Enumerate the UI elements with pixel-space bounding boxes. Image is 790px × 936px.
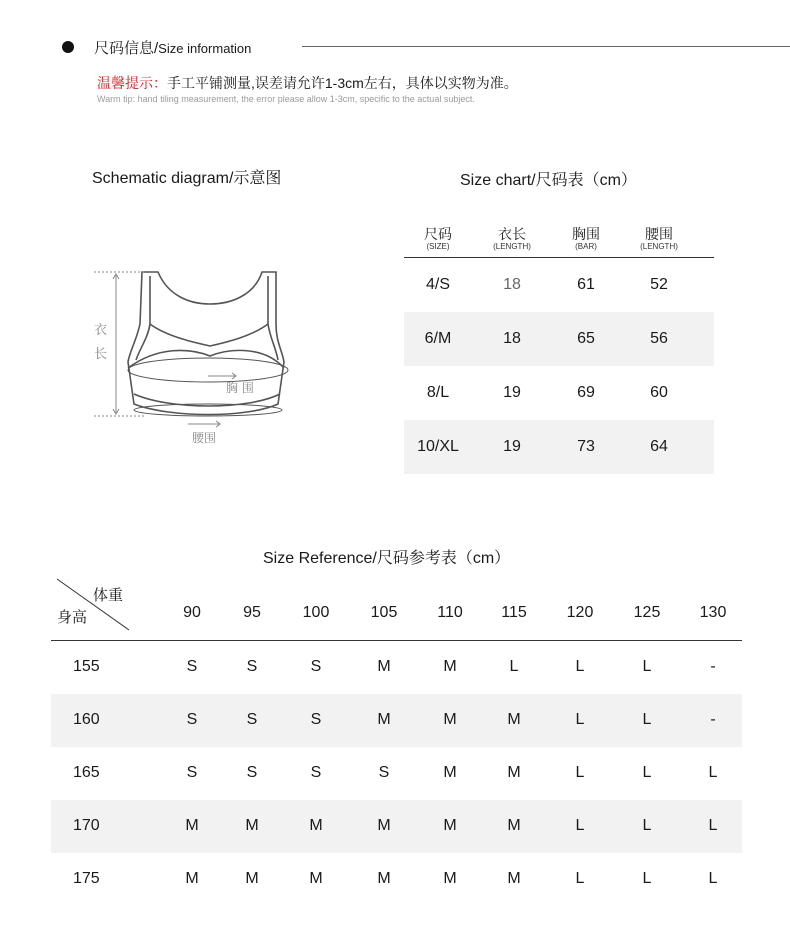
- size-cell: L: [575, 817, 585, 834]
- table-row: [51, 694, 742, 747]
- warm-tip-text: 手工平铺测量,误差请允许1-3cm左右，具体以实物为准。: [167, 75, 518, 91]
- size-reference-body: [51, 641, 742, 906]
- section-title-cn: 尺码信息/: [94, 40, 159, 57]
- weight-header: 125: [633, 604, 661, 621]
- size-cell: L: [642, 817, 652, 834]
- size-cell: M: [377, 711, 391, 728]
- weight-header: 130: [699, 604, 727, 621]
- size-cell: S: [186, 764, 198, 781]
- cell-bust: 65: [577, 330, 595, 347]
- size-cell: L: [642, 870, 652, 887]
- size-chart-title: Size chart/尺码表（cm）: [460, 172, 637, 189]
- size-cell: S: [246, 764, 258, 781]
- weight-header: 105: [370, 604, 398, 621]
- bra-schematic-diagram: [88, 262, 308, 452]
- bra-outline: [128, 272, 288, 416]
- height-cell: 175: [73, 870, 100, 887]
- size-cell: L: [642, 658, 652, 675]
- size-cell: S: [186, 711, 198, 728]
- size-cell: L: [575, 870, 585, 887]
- header-size-en: (SIZE): [426, 242, 450, 251]
- cell-size: 10/XL: [417, 438, 459, 455]
- size-cell: L: [708, 870, 718, 887]
- cell-length: 19: [503, 438, 521, 455]
- size-cell: S: [186, 658, 198, 675]
- size-cell: L: [642, 711, 652, 728]
- size-cell: L: [575, 764, 585, 781]
- size-cell: M: [245, 817, 259, 834]
- size-cell: M: [507, 711, 521, 728]
- size-cell: M: [507, 817, 521, 834]
- size-cell: M: [309, 817, 323, 834]
- header-bust-cn: 胸围: [572, 226, 600, 242]
- table-row: [51, 800, 742, 853]
- weight-header: 100: [302, 604, 330, 621]
- size-cell: M: [377, 817, 391, 834]
- size-cell: S: [378, 764, 390, 781]
- cell-length: 18: [503, 276, 521, 293]
- size-cell: L: [575, 658, 585, 675]
- weight-header: 90: [183, 604, 201, 621]
- size-cell: S: [246, 711, 258, 728]
- size-reference-header: [51, 576, 742, 641]
- size-cell: M: [185, 817, 199, 834]
- size-cell: S: [310, 711, 322, 728]
- size-cell: M: [443, 764, 457, 781]
- size-cell: S: [310, 658, 322, 675]
- size-reference-table: [51, 576, 742, 906]
- table-row: [51, 853, 742, 906]
- warm-tip: [97, 73, 518, 93]
- size-reference-title: Size Reference/尺码参考表（cm）: [263, 550, 511, 567]
- size-cell: L: [708, 817, 718, 834]
- schematic-title: Schematic diagram/示意图: [92, 170, 282, 187]
- cell-size: 6/M: [424, 330, 452, 347]
- size-cell: M: [309, 870, 323, 887]
- size-cell: M: [377, 658, 391, 675]
- header-bust-en: (BAR): [575, 242, 597, 251]
- weight-header: 95: [243, 604, 261, 621]
- size-cell: S: [310, 764, 322, 781]
- warm-tip-label: 温馨提示：: [97, 75, 167, 91]
- height-cell: 155: [73, 658, 100, 675]
- weight-header: 110: [437, 604, 463, 621]
- cell-size: 4/S: [425, 276, 450, 293]
- table-row: [404, 312, 714, 366]
- size-cell: L: [642, 764, 652, 781]
- cell-length: 18: [503, 330, 521, 347]
- header-length-cn: 衣长: [498, 226, 526, 242]
- size-cell: L: [575, 711, 585, 728]
- length-label-1: 衣: [94, 323, 108, 338]
- section-header: [62, 36, 790, 60]
- size-cell: M: [443, 658, 457, 675]
- size-cell: L: [708, 764, 718, 781]
- bullet-icon: [62, 41, 74, 53]
- cell-bust: 73: [577, 438, 595, 455]
- weight-header: 120: [566, 604, 594, 621]
- size-cell: M: [377, 870, 391, 887]
- size-cell: -: [710, 658, 716, 675]
- cell-waist: 56: [650, 330, 668, 347]
- size-chart-header: [404, 222, 714, 258]
- corner-height-label: 身高: [57, 609, 88, 626]
- size-cell: M: [185, 870, 199, 887]
- size-cell: -: [710, 711, 716, 728]
- cell-bust: 61: [577, 276, 595, 293]
- table-row: [404, 258, 714, 312]
- header-length: [472, 222, 552, 257]
- height-cell: 160: [73, 711, 100, 728]
- corner-weight-label: 体重: [93, 587, 124, 604]
- cell-size: 8/L: [426, 384, 450, 401]
- height-cell: 170: [73, 817, 100, 834]
- cell-length: 19: [503, 384, 521, 401]
- size-cell: M: [507, 870, 521, 887]
- header-size-cn: 尺码: [424, 226, 452, 242]
- size-chart-table: [404, 222, 714, 474]
- size-cell: L: [509, 658, 519, 675]
- divider: [302, 46, 790, 47]
- size-cell: M: [245, 870, 259, 887]
- cell-bust: 69: [577, 384, 595, 401]
- waist-label: 腰围: [192, 431, 217, 445]
- header-waist-en: (LENGTH): [640, 242, 678, 251]
- height-cell: 165: [73, 764, 100, 781]
- table-row: [404, 366, 714, 420]
- size-cell: M: [507, 764, 521, 781]
- header-length-en: (LENGTH): [493, 242, 531, 251]
- table-row: [51, 747, 742, 800]
- size-cell: M: [443, 817, 457, 834]
- length-label-2: 长: [94, 347, 108, 362]
- bust-label: 胸 围: [226, 381, 254, 395]
- cell-waist: 52: [650, 276, 668, 293]
- header-bust: [552, 222, 620, 257]
- section-title: [94, 37, 251, 58]
- cell-waist: 60: [650, 384, 668, 401]
- header-corner: [51, 576, 161, 641]
- size-cell: S: [246, 658, 258, 675]
- size-cell: M: [443, 870, 457, 887]
- weight-header: 115: [501, 604, 527, 621]
- size-cell: M: [443, 711, 457, 728]
- table-row: [404, 420, 714, 474]
- table-row: [51, 641, 742, 694]
- section-title-en: Size information: [158, 41, 252, 56]
- warm-tip-english: Warm tip: hand tiling measurement, the error please allow 1-3cm, specific to the actual subject.: [97, 94, 475, 104]
- cell-waist: 64: [650, 438, 668, 455]
- header-waist-cn: 腰围: [645, 226, 673, 242]
- header-waist: [620, 222, 698, 257]
- header-size: [404, 222, 472, 257]
